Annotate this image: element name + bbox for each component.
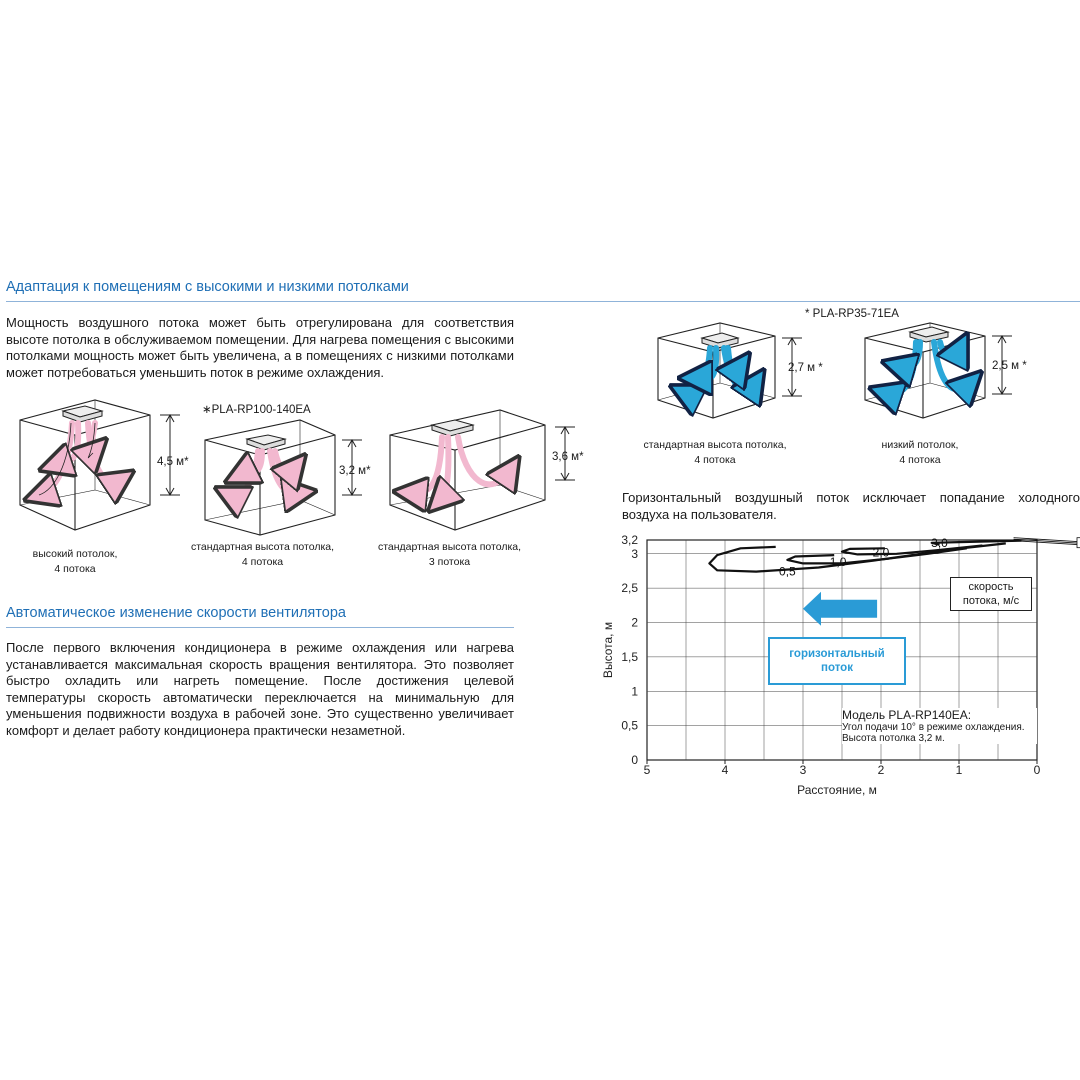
room1-height-label: 4,5 м*: [157, 456, 189, 468]
section2-rule: [6, 627, 514, 628]
airflow-arrow: [940, 342, 960, 357]
chart-intro: Горизонтальный воздушный поток исключает попадание холодного воздуха на пользователя.: [622, 490, 1080, 522]
y-tick-label: 0: [631, 753, 638, 767]
left-models-label: ∗PLA-RP100-140EA: [202, 404, 311, 416]
y-tick-label: 2,5: [621, 581, 638, 596]
room5-height-label: 2,5 м *: [992, 360, 1027, 372]
section2-paragraph: После первого включения кондиционера в режиме охлаждения или нагрева устанавливается максимальная скорость вращения вентилятора. Это позволяет быстро охладить или нагреть помещение. После достижения целевой температуры скорость автоматически переключается на минимальную для уменьшения подвижности воздуха в рабочей зоне. Это существенно увеличивает комфорт и делает работу кондиционера практически незаметной.: [6, 640, 514, 738]
flow-label-text: горизонтальный поток: [789, 648, 885, 674]
x-tick-label: 0: [1033, 763, 1041, 777]
y-tick-label: 3: [631, 546, 638, 561]
room2-caption: стандартная высота потолка, 4 потока: [190, 541, 335, 568]
room5-caption: низкий потолок, 4 потока: [881, 439, 959, 466]
right-rooms-illustration: [640, 318, 1080, 428]
model-line1: Угол подачи 10° в режиме охлаждения.: [842, 722, 1025, 733]
room4-height-label: 2,7 м *: [788, 362, 823, 374]
section1-paragraph: Мощность воздушного потока может быть отрегулирована для соответствия высоте потолка в обслуживаемом помещении. Для нагрева помещения с высокими потолками мощность может быть увеличена, а в помещениях с низкими потолками может потребоваться уменьшить поток в режиме охлаждения.: [6, 315, 514, 380]
room1-caption: высокий потолок, 4 потока: [32, 548, 118, 575]
y-tick-label: 2: [631, 615, 638, 630]
model-line2: Высота потолка 3,2 м.: [842, 733, 945, 744]
flow-arrow: [803, 592, 877, 626]
contour-label: 3,0: [931, 535, 948, 550]
x-tick-label: 2: [877, 763, 885, 777]
airflow-arrow: [728, 348, 740, 370]
y-tick-label: 1: [631, 684, 638, 699]
y-tick-label: 1,5: [621, 649, 638, 664]
section1-rule: [6, 301, 1080, 302]
y-tick-label: 0,5: [621, 718, 638, 733]
contour-label: 1,0: [829, 555, 847, 569]
speed-legend-box: [950, 577, 1032, 611]
airflow-arrow: [458, 437, 510, 484]
speed-legend-text: скорость потока, м/с: [962, 581, 1020, 607]
section2-heading: Автоматическое изменение скорости вентилятора: [6, 605, 346, 621]
model-info: [842, 708, 1037, 744]
x-tick-label: 5: [643, 763, 651, 777]
y-tick-label: 3,2: [621, 533, 638, 547]
room4-caption: стандартная высота потолка, 4 потока: [643, 439, 787, 466]
model-title: Модель PLA-RP140EA:: [842, 708, 972, 722]
room3-caption: стандартная высота потолка, 3 потока: [377, 541, 522, 568]
x-tick-label: 4: [721, 763, 729, 777]
flow-label-box: [768, 637, 906, 685]
right-models-label: * PLA-RP35-71EA: [805, 308, 899, 320]
airflow-arrow: [55, 423, 78, 465]
contour-label: 0,5: [779, 564, 796, 579]
room3-height-label: 3,6 м*: [552, 451, 584, 463]
x-tick-label: 1: [955, 763, 963, 777]
airflow-arrow: [275, 451, 295, 471]
room2-height-label: 3,2 м*: [339, 465, 371, 477]
x-tick-label: 3: [799, 763, 807, 777]
y-axis-label: Высота, м: [601, 621, 615, 679]
x-axis-label: Расстояние, м: [797, 783, 877, 797]
section1-heading: Адаптация к помещениям с высокими и низкими потолками: [6, 279, 409, 295]
contour-label: 2,0: [872, 545, 890, 560]
